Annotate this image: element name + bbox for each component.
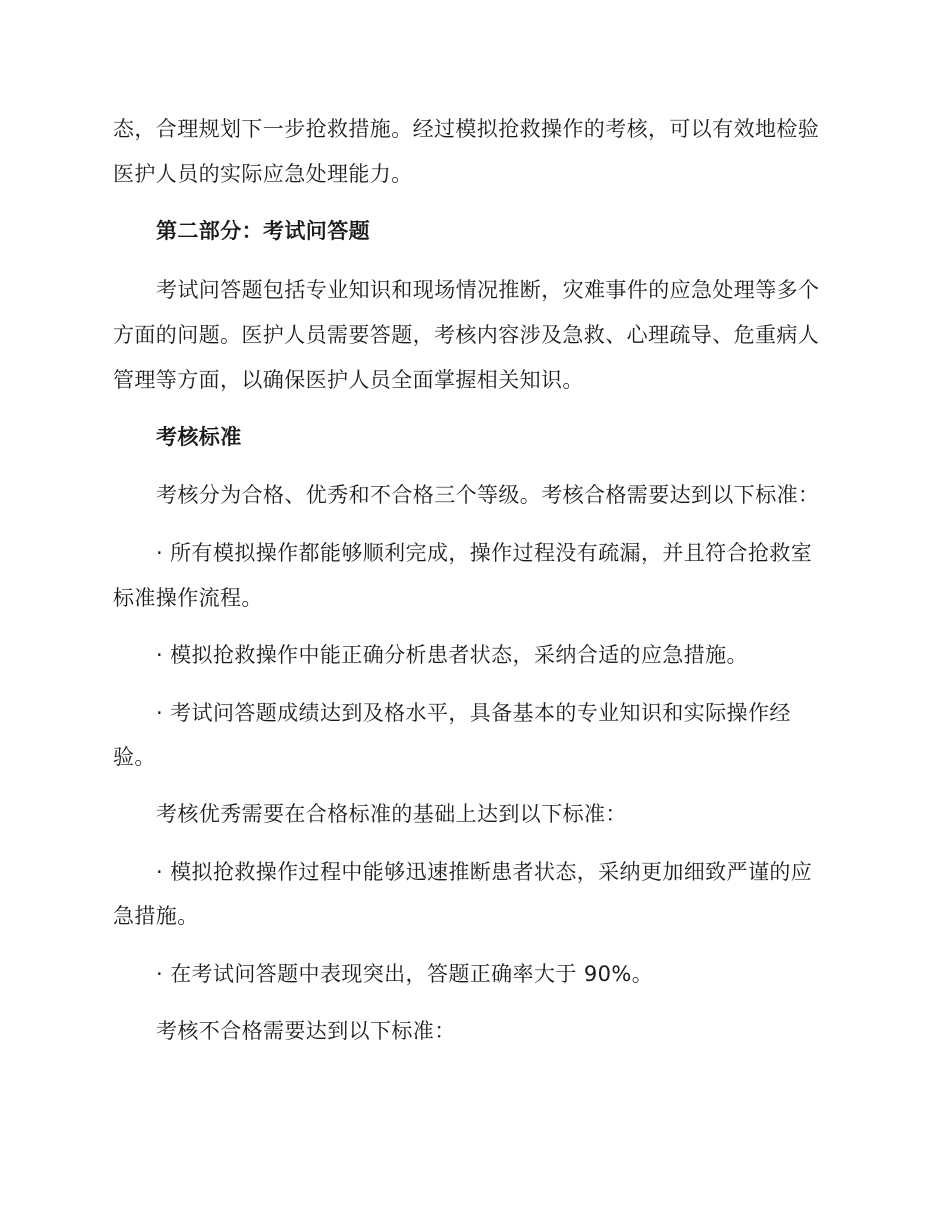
section2-heading: 第二部分：考试问答题 — [156, 219, 370, 243]
fail-intro: 考核不合格需要达到以下标准： — [156, 1019, 456, 1043]
excellent-item-2: · 在考试问答题中表现突出，答题正确率大于 90%。 — [156, 962, 654, 986]
criteria-heading: 考核标准 — [156, 425, 242, 449]
excellent-intro: 考核优秀需要在合格标准的基础上达到以下标准： — [156, 802, 627, 826]
excellent-item-1-line-2: 急措施。 — [113, 904, 199, 928]
excellent-item-1-line-1: · 模拟抢救操作过程中能够迅速推断患者状态，采纳更加细致严谨的应 — [156, 860, 813, 884]
pass-item-1-line-2: 标准操作流程。 — [113, 586, 263, 610]
intro-line-1: 态，合理规划下一步抢救措施。经过模拟抢救操作的考核，可以有效地检验 — [113, 117, 820, 141]
pass-item-2: · 模拟抢救操作中能正确分析患者状态，采纳合适的应急措施。 — [156, 643, 748, 667]
intro-line-2: 医护人员的实际应急处理能力。 — [113, 162, 413, 186]
pass-item-1-line-1: · 所有模拟操作都能够顺利完成，操作过程没有疏漏，并且符合抢救室 — [156, 541, 813, 565]
criteria-intro: 考核分为合格、优秀和不合格三个等级。考核合格需要达到以下标准： — [156, 483, 820, 507]
section2-line-2: 方面的问题。医护人员需要答题，考核内容涉及急救、心理疏导、危重病人 — [113, 323, 820, 347]
section2-line-1: 考试问答题包括专业知识和现场情况推断，灾难事件的应急处理等多个 — [156, 278, 820, 302]
pass-item-3-line-2: 验。 — [113, 745, 156, 769]
pass-item-3-line-1: · 考试问答题成绩达到及格水平，具备基本的专业知识和实际操作经 — [156, 701, 791, 725]
section2-line-3: 管理等方面，以确保医护人员全面掌握相关知识。 — [113, 368, 584, 392]
